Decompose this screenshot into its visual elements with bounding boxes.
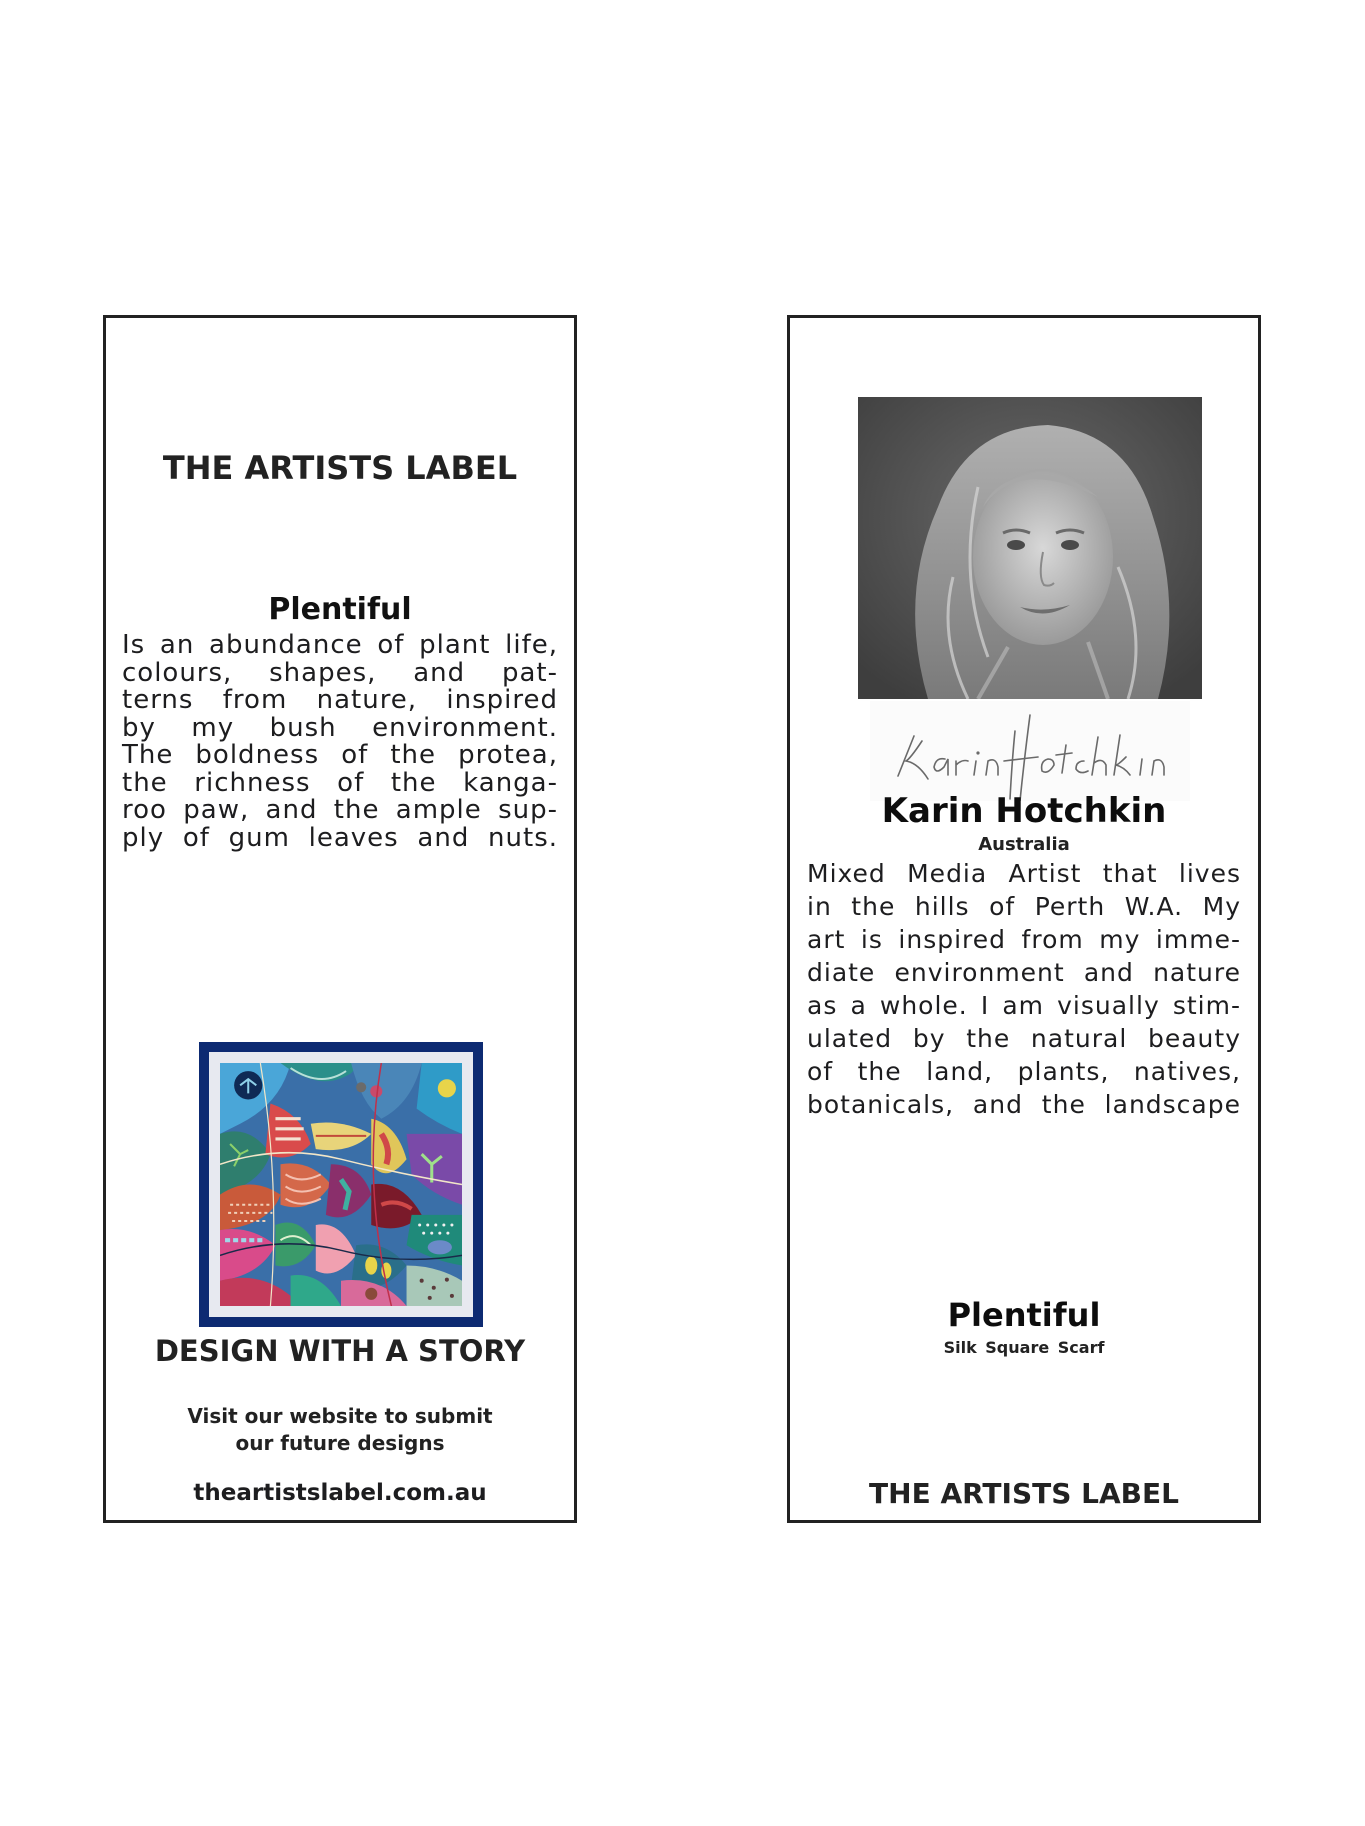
product-name: Plentiful	[947, 1296, 1101, 1334]
bio-line: of the land, plants, natives,	[807, 1057, 1241, 1086]
artist-bio	[807, 857, 1241, 1121]
scarf-image	[199, 1042, 483, 1327]
design-title: Plentiful	[268, 592, 412, 627]
description-line: roo paw, and the ample sup-	[122, 795, 558, 825]
brand-title: THE ARTISTS LABEL	[162, 449, 518, 487]
scarf-artwork	[220, 1063, 462, 1306]
website-link[interactable]: theartistslabel.com.au	[193, 1480, 487, 1506]
scarf-inner-border	[209, 1052, 473, 1317]
description-line: ply of gum leaves and nuts.	[122, 822, 558, 853]
artist-country: Australia	[978, 834, 1070, 855]
bio-line: ulated by the natural beauty	[807, 1024, 1241, 1053]
description-line: Is an abundance of plant life,	[122, 630, 558, 660]
description-line: The boldness of the protea,	[122, 740, 558, 770]
description-line: by my bush environment.	[122, 712, 558, 743]
brand-footer: THE ARTISTS LABEL	[869, 1477, 1179, 1510]
bio-line: as a whole. I am visually stim-	[807, 991, 1241, 1020]
description-line: terns from nature, inspired	[122, 685, 558, 715]
artist-card	[787, 315, 1261, 1523]
bio-line: in the hills of Perth W.A. My	[807, 892, 1241, 921]
bio-line: Mixed Media Artist that lives	[807, 859, 1241, 888]
design-description	[122, 632, 558, 852]
visit-line: Visit our website to submit	[187, 1404, 493, 1428]
portrait-icon	[858, 397, 1202, 699]
artist-signature	[870, 701, 1190, 801]
tagline: DESIGN WITH A STORY	[154, 1334, 526, 1368]
bio-line: diate environment and nature	[807, 958, 1241, 987]
bio-line: art is inspired from my imme-	[807, 925, 1241, 954]
design-story-card	[103, 315, 577, 1523]
description-line: the richness of the kanga-	[122, 767, 558, 798]
bio-line: botanicals, and the landscape	[807, 1090, 1241, 1119]
artist-photo	[858, 397, 1202, 699]
visit-line: our future designs	[235, 1431, 445, 1455]
visit-message	[106, 1403, 574, 1457]
artist-name: Karin Hotchkin	[881, 791, 1167, 831]
description-line: colours, shapes, and pat-	[122, 657, 558, 688]
abstract-botanical-pattern-icon	[220, 1063, 462, 1306]
signature-icon	[870, 701, 1190, 801]
product-type: Silk Square Scarf	[943, 1338, 1105, 1357]
